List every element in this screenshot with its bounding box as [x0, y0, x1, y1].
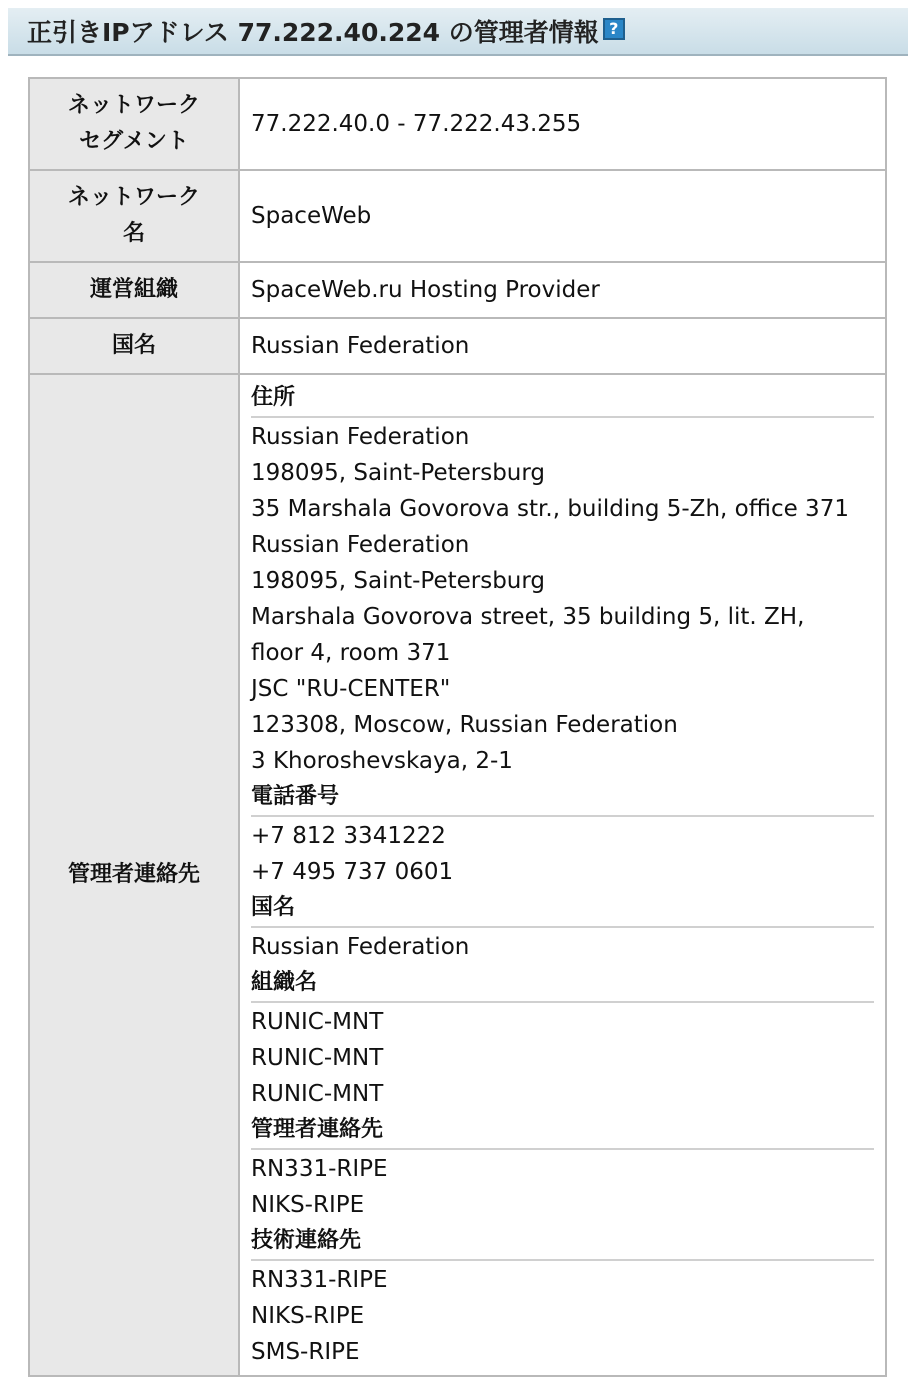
contact-line: SMS-RIPE — [251, 1339, 360, 1365]
contact-section-lines — [251, 928, 874, 965]
contact-line: 35 Marshala Govorova str., building 5-Zh, office 371 — [251, 496, 849, 522]
contact-section-label: 技術連絡先 — [251, 1223, 874, 1261]
page-header — [8, 8, 908, 56]
contact-line: JSC "RU-CENTER" — [251, 676, 451, 702]
contact-line: +7 495 737 0601 — [251, 859, 454, 885]
contact-section-label: 管理者連絡先 — [251, 1112, 874, 1150]
contact-line: NIKS-RIPE — [251, 1192, 365, 1218]
contact-section-label: 電話番号 — [251, 779, 874, 817]
table-row-network-segment — [29, 78, 886, 170]
contact-line: 198095, Saint-Petersburg — [251, 460, 546, 486]
contact-line: NIKS-RIPE — [251, 1303, 365, 1329]
table-row-admin-contact — [29, 374, 886, 1376]
contact-section-label: 組織名 — [251, 965, 874, 1003]
contact-section-lines — [251, 418, 874, 779]
contact-section-label: 住所 — [251, 380, 874, 418]
table-row-organization — [29, 262, 886, 318]
contact-line: Marshala Govorova street, 35 building 5, lit. ZH, — [251, 604, 805, 630]
contact-line: +7 812 3341222 — [251, 823, 446, 849]
contact-line: 123308, Moscow, Russian Federation — [251, 712, 678, 738]
contact-line: 3 Khoroshevskaya, 2-1 — [251, 748, 513, 774]
contact-line: Russian Federation — [251, 424, 470, 450]
contact-section-label: 国名 — [251, 890, 874, 928]
contact-line: RUNIC-MNT — [251, 1009, 384, 1035]
contact-line: RN331-RIPE — [251, 1156, 388, 1182]
row-label-line: セグメント — [79, 129, 189, 154]
help-icon[interactable]: ? — [603, 18, 625, 40]
table-row-network-name — [29, 170, 886, 262]
whois-table — [28, 77, 887, 1377]
row-label-line: ネットワーク — [67, 93, 200, 118]
table-row-country — [29, 318, 886, 374]
row-label-network-segment — [29, 78, 239, 170]
row-label-line: ネットワーク — [67, 185, 200, 210]
row-label-organization: 運営組織 — [29, 262, 239, 318]
contact-section-lines — [251, 1003, 874, 1112]
row-value-network-name: SpaceWeb — [239, 170, 886, 262]
row-value-admin-contact — [239, 374, 886, 1376]
contact-line: RUNIC-MNT — [251, 1081, 384, 1107]
contact-line: 198095, Saint-Petersburg — [251, 568, 546, 594]
contact-line: floor 4, room 371 — [251, 640, 451, 666]
contact-line: RUNIC-MNT — [251, 1045, 384, 1071]
row-value-country: Russian Federation — [239, 318, 886, 374]
row-label-network-name — [29, 170, 239, 262]
row-label-admin-contact: 管理者連絡先 — [29, 374, 239, 1376]
row-label-country: 国名 — [29, 318, 239, 374]
contact-line: Russian Federation — [251, 532, 470, 558]
contact-section-lines — [251, 1261, 874, 1370]
row-value-network-segment: 77.222.40.0 - 77.222.43.255 — [239, 78, 886, 170]
contact-section-lines — [251, 817, 874, 890]
page-title: 正引きIPアドレス 77.222.40.224 の管理者情報 — [27, 18, 599, 47]
row-label-line: 名 — [122, 221, 145, 246]
contact-line: RN331-RIPE — [251, 1267, 388, 1293]
row-value-organization: SpaceWeb.ru Hosting Provider — [239, 262, 886, 318]
contact-line: Russian Federation — [251, 934, 470, 960]
contact-section-lines — [251, 1150, 874, 1223]
